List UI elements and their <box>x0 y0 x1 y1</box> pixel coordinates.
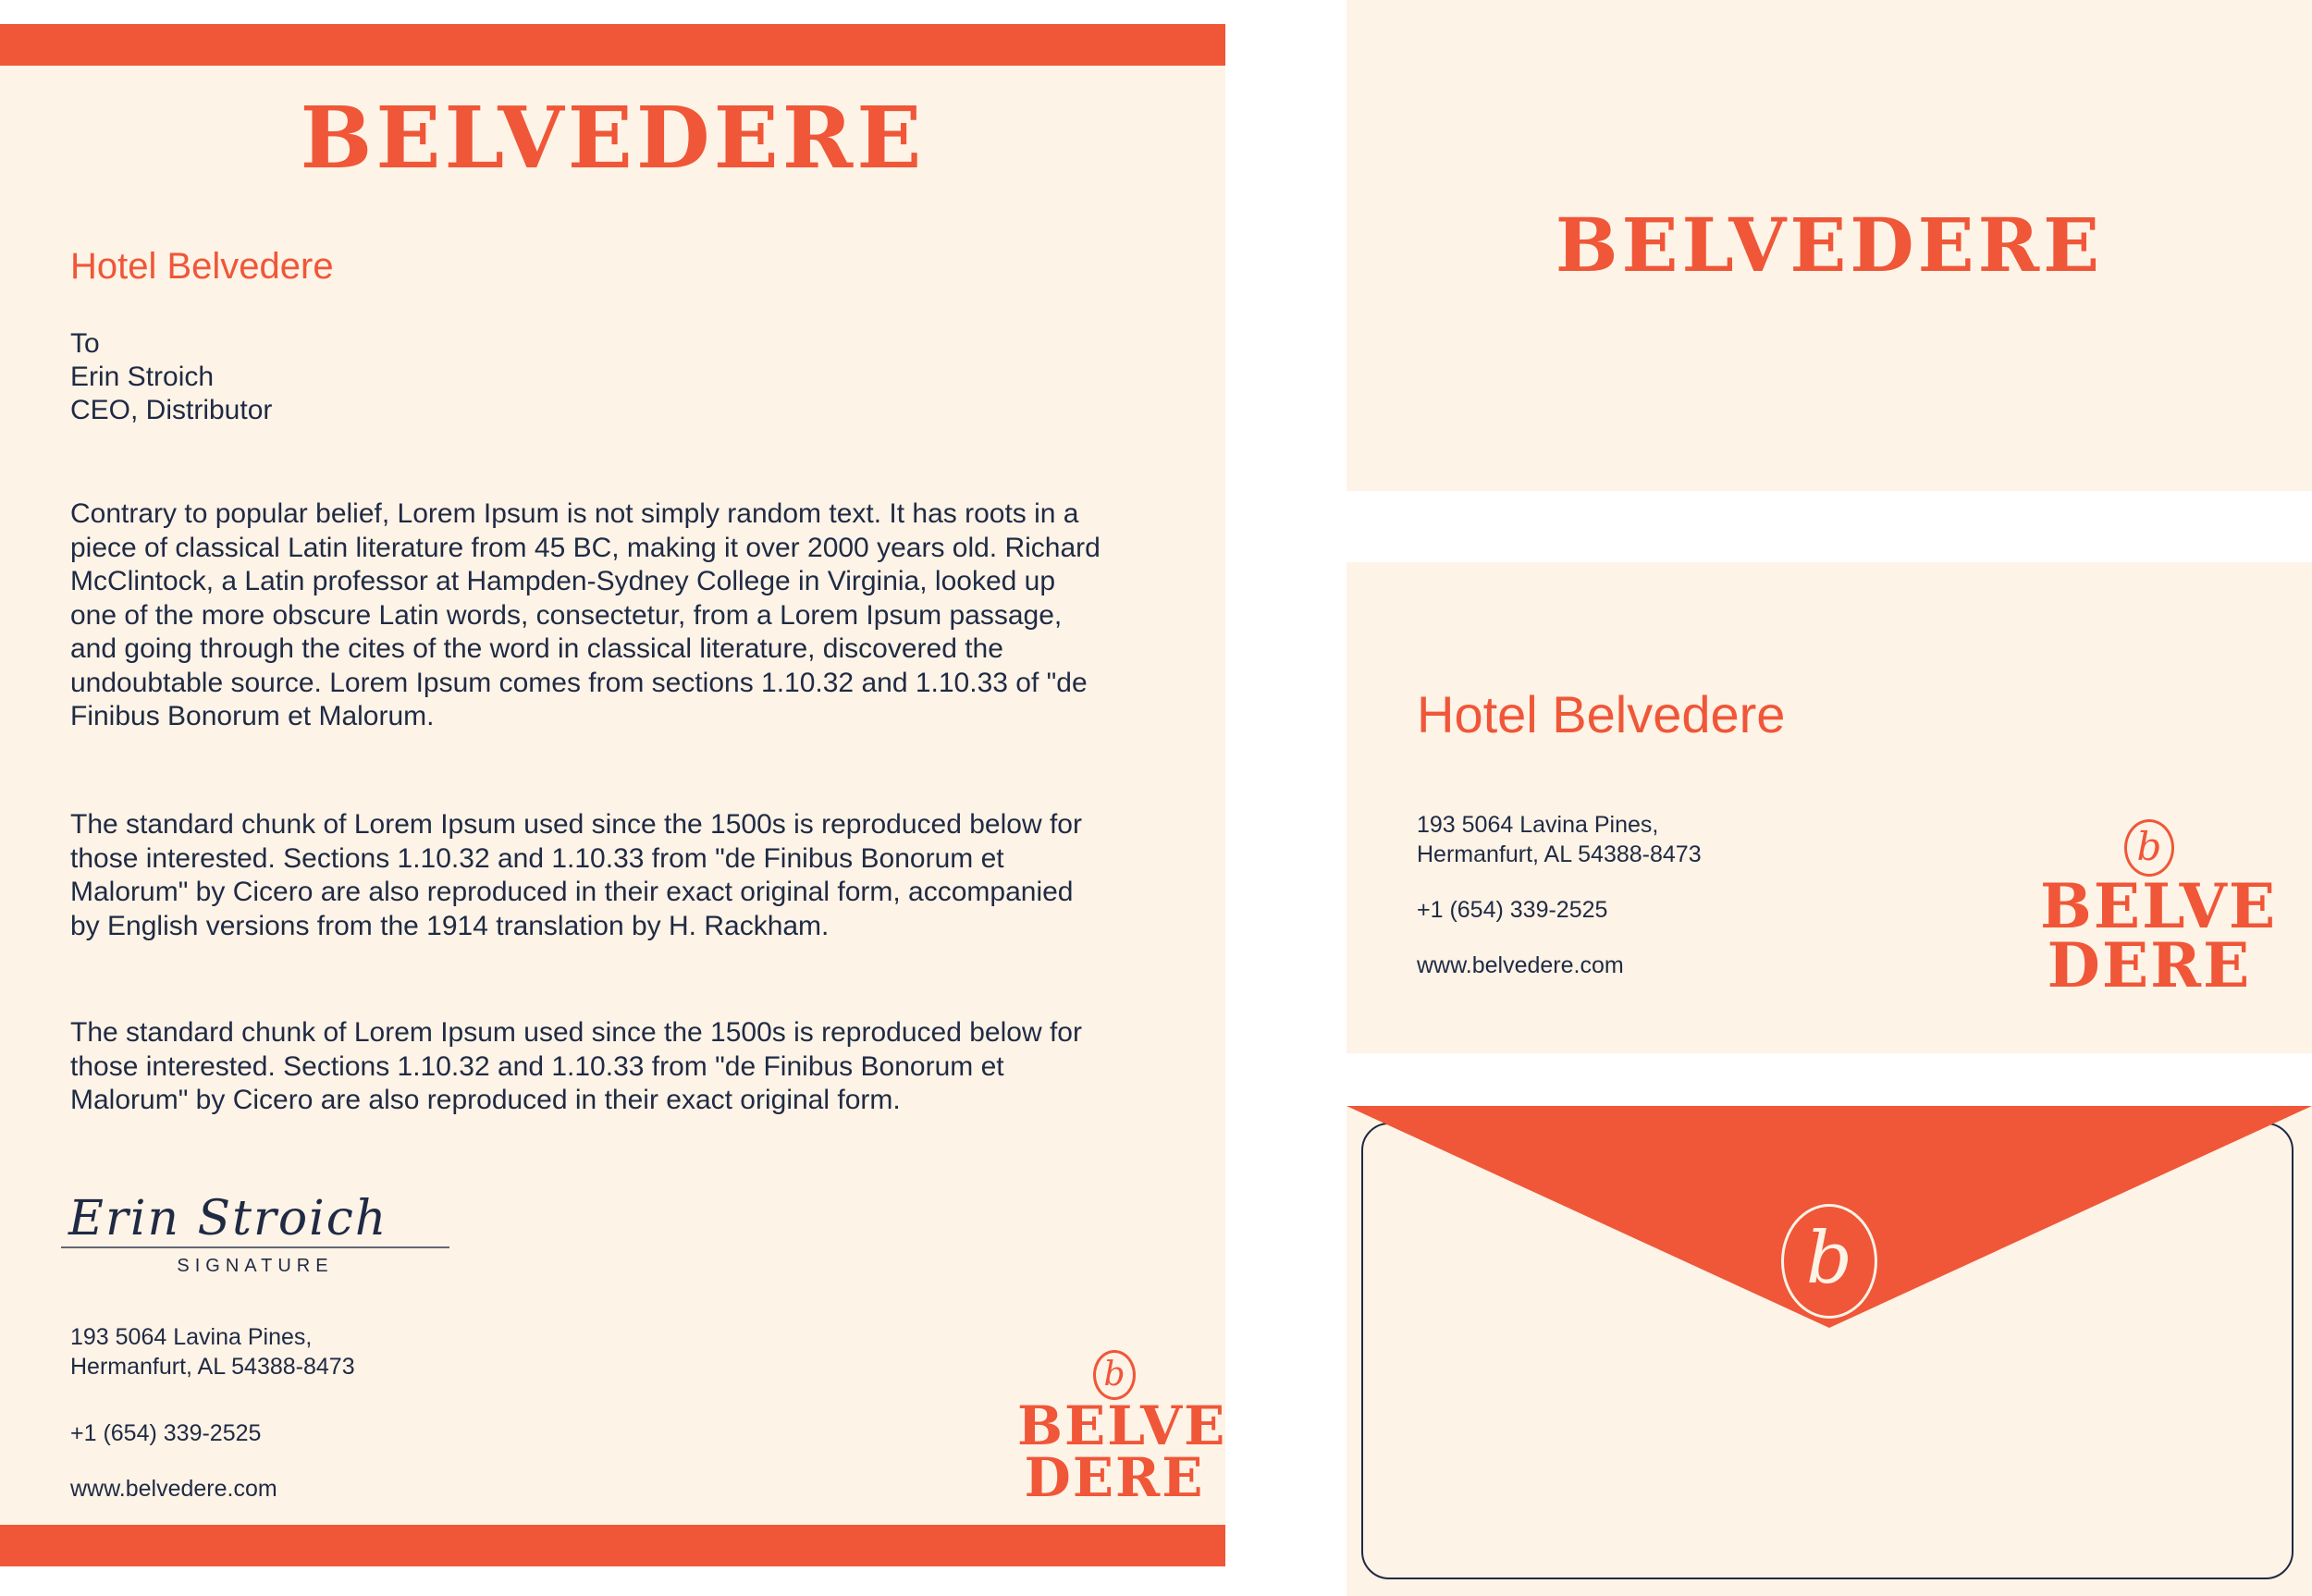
business-card-front <box>1347 0 2312 491</box>
recipient-name: Erin Stroich <box>70 362 215 392</box>
letterhead-hotel-name: Hotel Belvedere <box>70 246 334 287</box>
handwritten-signature: Erin Stroich <box>68 1191 388 1246</box>
stacked-logo-line-2: DERE <box>2047 929 2252 1001</box>
card-phone: +1 (654) 339-2525 <box>1417 897 1608 923</box>
letterhead <box>0 24 1225 1566</box>
stacked-logo-line-2: DERE <box>1024 1446 1205 1509</box>
letter-address <box>70 1322 355 1381</box>
address-line-2: Hermanfurt, AL 54388-8473 <box>1417 841 1702 867</box>
address-line-1: 193 5064 Lavina Pines, <box>70 1324 313 1350</box>
letter-stacked-logo <box>1017 1350 1227 1509</box>
letterhead-top-bar <box>0 24 1225 66</box>
letterhead-bottom-bar <box>0 1525 1225 1566</box>
letter-phone: +1 (654) 339-2525 <box>70 1420 262 1446</box>
letter-paragraph-1: Contrary to popular belief, Lorem Ipsum is not simply random text. It has roots in a piece of classical Latin literature from 45 BC, making it over 2000 years old. Richard McClintock, a Latin professor at Hampden-Sydney College in Virginia, looked up one of the more obscure Latin words, consectetur, from a Lorem Ipsum passage, and going through the cites of the word in classical literature, discovered the undoubtable source. Lorem Ipsum comes from sections 1.10.32 and 1.10.33 of "de Finibus Bonorum et Malorum. <box>70 498 1101 731</box>
address-line-2: Hermanfurt, AL 54388-8473 <box>70 1354 355 1380</box>
letter-paragraph-2: The standard chunk of Lorem Ipsum used since the 1500s is reproduced below for those interested. Sections 1.10.32 and 1.10.33 from "de Finibus Bonorum et Malorum" by Cicero are also reproduced in their exact original form, accompanied by English versions from the 1914 translation by H. Rackham. <box>70 809 1082 941</box>
card-address <box>1417 810 1702 869</box>
monogram-icon: b <box>1093 1350 1136 1400</box>
stacked-logo-line-1: BELVE <box>2040 870 2278 942</box>
letterhead-wordmark-logo: BELVEDERE <box>300 88 926 188</box>
card-stacked-logo <box>2040 819 2278 1001</box>
card-hotel-name: Hotel Belvedere <box>1417 685 1786 743</box>
monogram-icon: b <box>2124 819 2174 877</box>
business-card-back <box>1347 562 2312 1053</box>
letter-website: www.belvedere.com <box>70 1476 277 1502</box>
stacked-logo-line-1: BELVE <box>1017 1394 1227 1457</box>
envelope <box>1347 1106 2312 1596</box>
recipient-block <box>70 327 272 427</box>
signature-line <box>61 1246 449 1248</box>
card-website: www.belvedere.com <box>1417 952 1624 978</box>
address-line-1: 193 5064 Lavina Pines, <box>1417 812 1659 838</box>
letter-paragraph-3: The standard chunk of Lorem Ipsum used since the 1500s is reproduced below for those interested. Sections 1.10.32 and 1.10.33 from "de Finibus Bonorum et Malorum" by Cicero are also reproduced in their exact original form. <box>70 1017 1082 1115</box>
envelope-seal-monogram-icon: b <box>1781 1204 1877 1319</box>
signature-label: SIGNATURE <box>177 1256 334 1276</box>
recipient-title: CEO, Distributor <box>70 395 273 425</box>
recipient-to-label: To <box>70 328 100 359</box>
card-wordmark-logo: BELVEDERE <box>1555 202 2104 289</box>
